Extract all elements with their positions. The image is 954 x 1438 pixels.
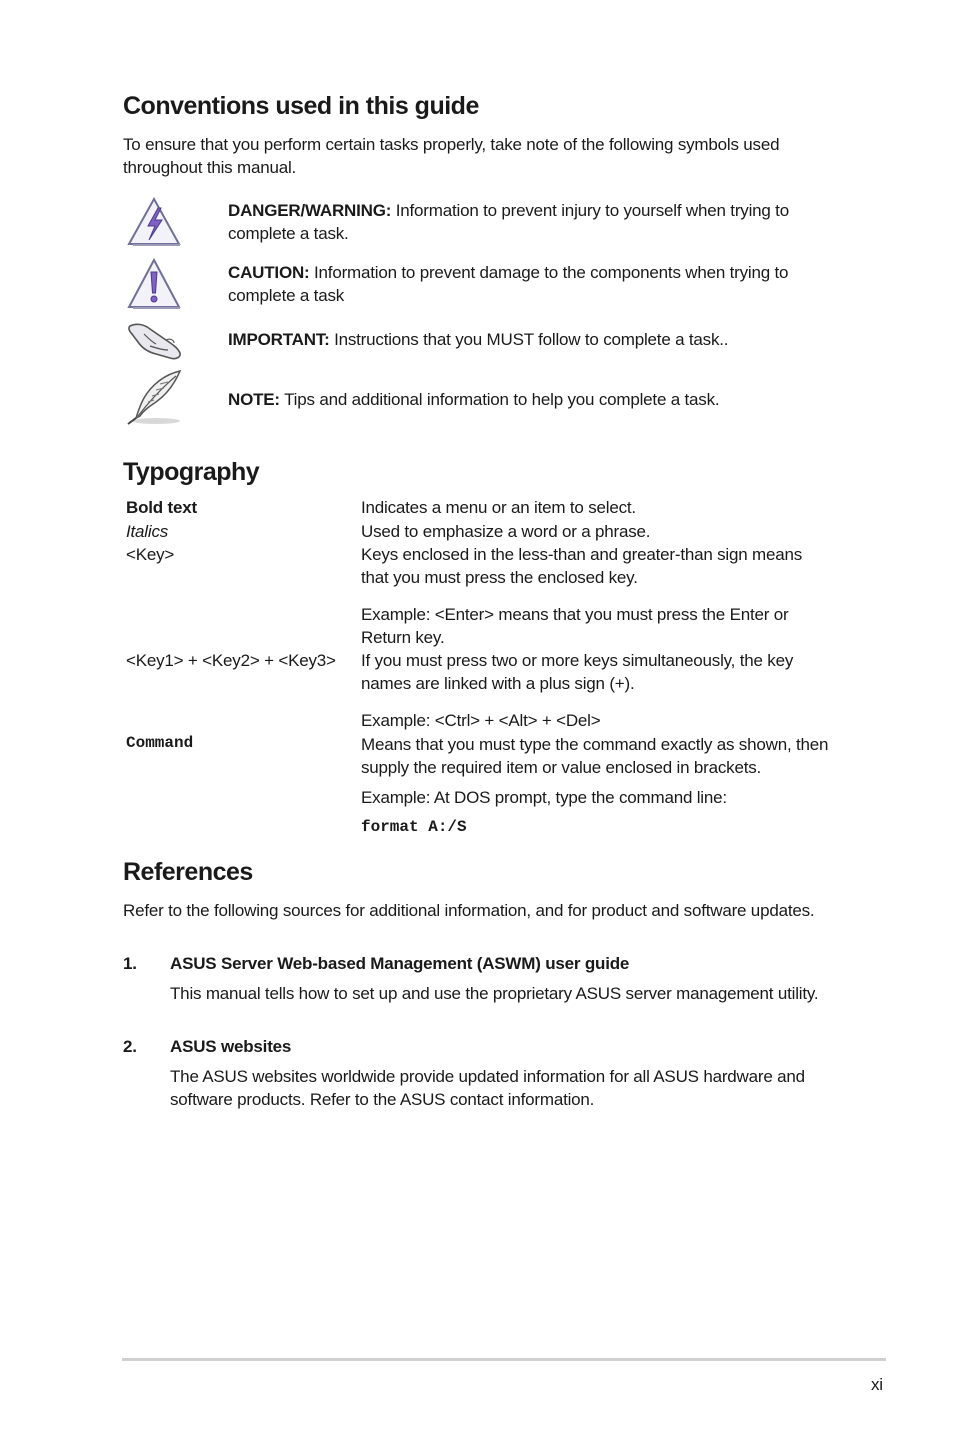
example-command: Example: At DOS prompt, type the command line: (361, 788, 727, 807)
note-text (228, 388, 828, 411)
conventions-intro: To ensure that you perform certain tasks properly, take note of the following symbols used throughout this manual. (123, 135, 780, 177)
page-number: xi (871, 1375, 883, 1394)
exclamation-caution-icon (126, 257, 182, 311)
note-label: NOTE: (228, 390, 280, 409)
reference-heading-2: ASUS websites (170, 1037, 292, 1056)
example-key: Example: <Enter> means that you must press the Enter or Return key. (361, 605, 789, 647)
term-command: Command (126, 734, 194, 752)
caution-text (228, 261, 828, 307)
term-key-combo: <Key1> + <Key2> + <Key3> (126, 651, 336, 670)
references-intro: Refer to the following sources for additional information, and for product and software updates. (123, 901, 815, 920)
important-text (228, 328, 828, 351)
references-title: References (123, 858, 253, 886)
hand-important-icon (126, 320, 184, 362)
warning-text (228, 199, 828, 245)
reference-number-2: 2. (123, 1037, 137, 1056)
example-command-code: format A:/S (361, 818, 467, 836)
warning-label: DANGER/WARNING: (228, 201, 392, 220)
desc-bold-text: Indicates a menu or an item to select. (361, 498, 636, 517)
reference-text-2: The ASUS websites worldwide provide updated information for all ASUS hardware and software products. Refer to the ASUS contact information. (170, 1067, 805, 1109)
reference-text-1: This manual tells how to set up and use the proprietary ASUS server management utility. (170, 984, 819, 1003)
example-key-combo: Example: <Ctrl> + <Alt> + <Del> (361, 711, 601, 730)
important-description: Instructions that you MUST follow to complete a task.. (329, 330, 729, 349)
reference-heading-1: ASUS Server Web-based Management (ASWM) user guide (170, 954, 630, 973)
conventions-title: Conventions used in this guide (123, 92, 479, 120)
footer-divider (122, 1358, 886, 1361)
typography-title: Typography (123, 458, 260, 486)
caution-label: CAUTION: (228, 263, 310, 282)
desc-key: Keys enclosed in the less-than and greater-than sign means that you must press the enclosed key. (361, 545, 803, 587)
caution-description: Information to prevent damage to the components when trying to complete a task (228, 263, 789, 305)
desc-italics: Used to emphasize a word or a phrase. (361, 522, 651, 541)
term-italics: Italics (126, 522, 169, 541)
reference-number-1: 1. (123, 954, 137, 973)
warning-description: Information to prevent injury to yourself when trying to complete a task. (228, 201, 789, 243)
lightning-warning-icon (126, 196, 182, 248)
quill-note-icon (124, 368, 184, 426)
term-key: <Key> (126, 545, 175, 564)
note-description: Tips and additional information to help you complete a task. (279, 390, 720, 409)
desc-key-combo: If you must press two or more keys simultaneously, the key names are linked with a plus sign (+). (361, 651, 794, 693)
important-label: IMPORTANT: (228, 330, 330, 349)
term-bold-text: Bold text (126, 498, 197, 517)
desc-command: Means that you must type the command exactly as shown, then supply the required item or value enclosed in brackets. (361, 735, 829, 777)
